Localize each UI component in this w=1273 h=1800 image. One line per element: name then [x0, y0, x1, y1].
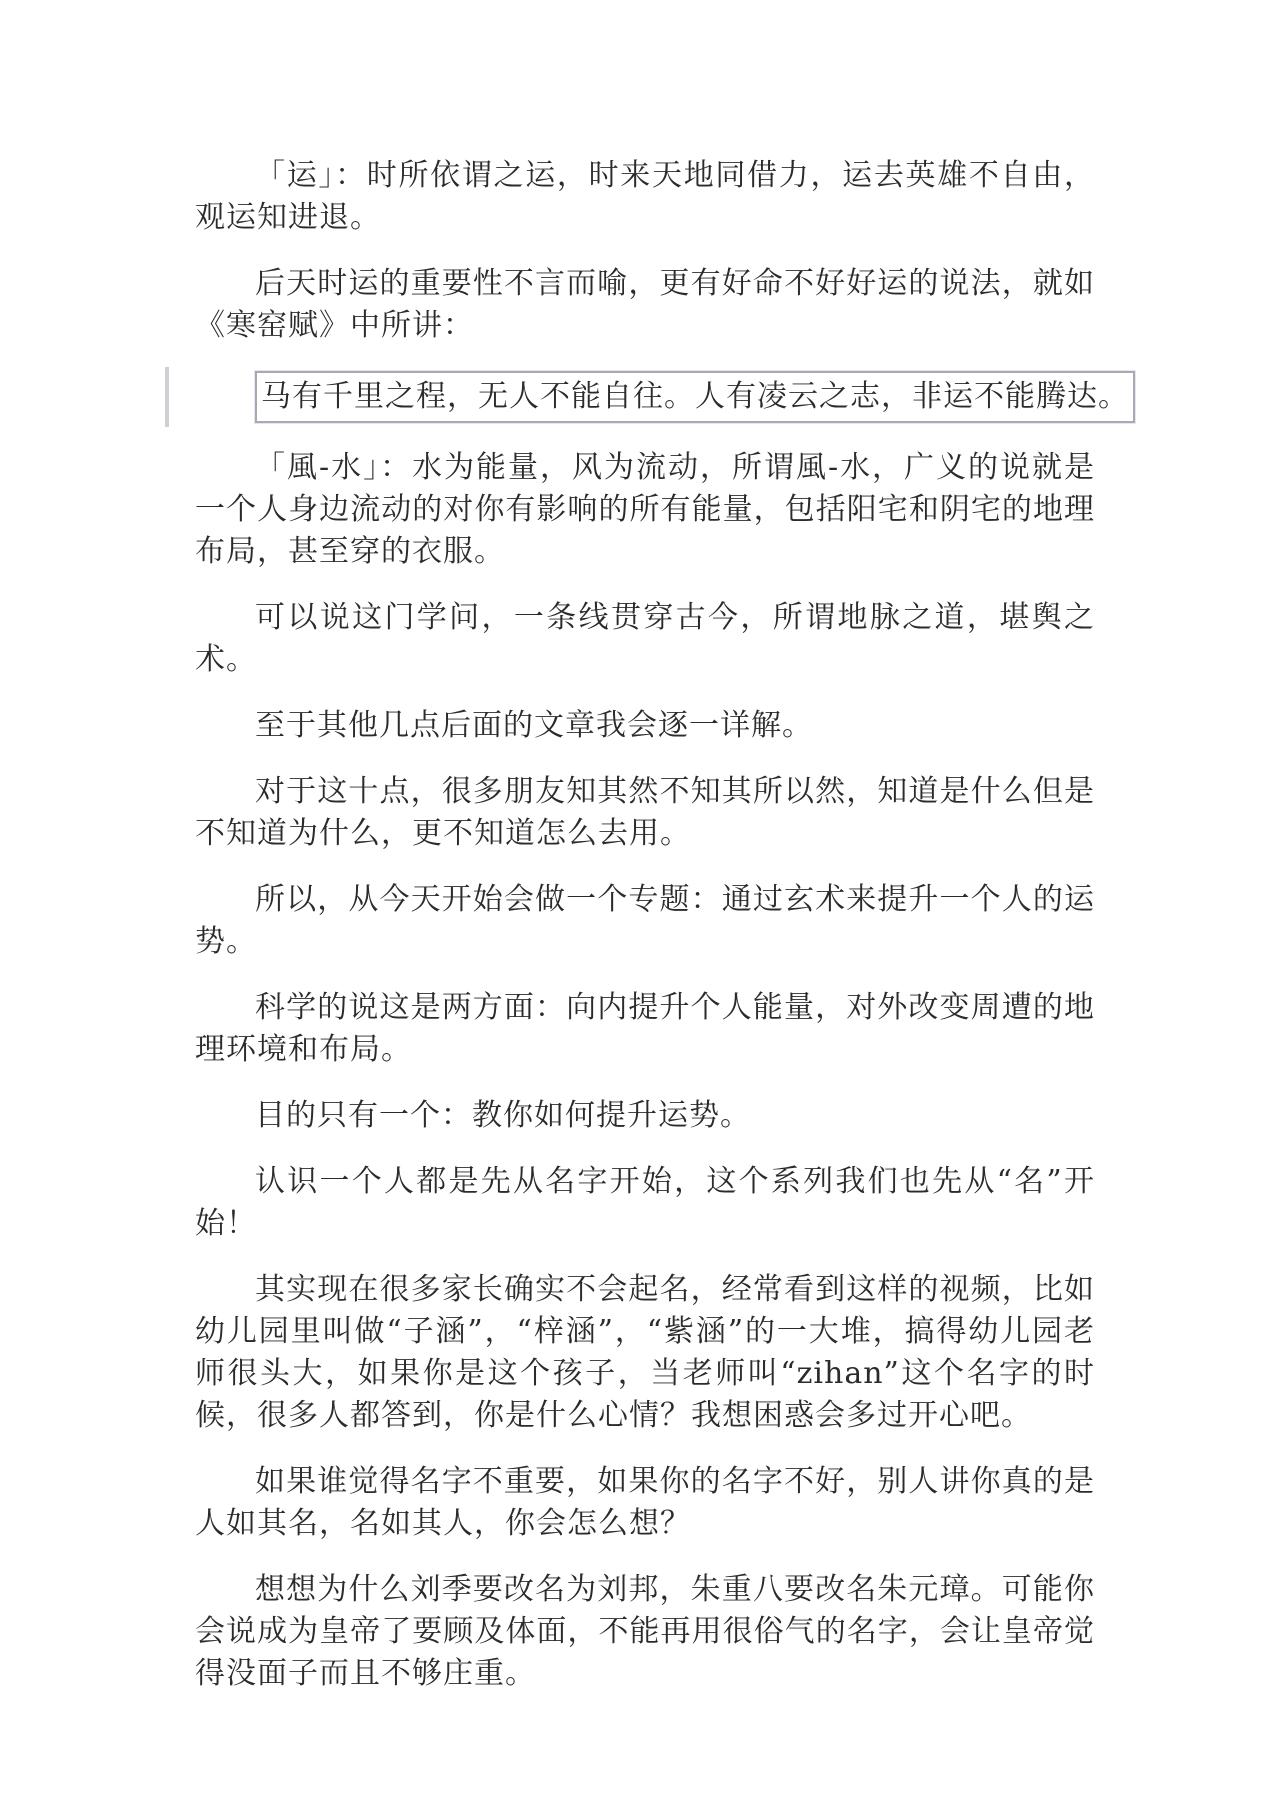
paragraph-zhuanti: 所以，从今天开始会做一个专题：通过玄术来提升一个人的运势。: [195, 882, 1095, 959]
document-page: [195, 155, 1129, 1719]
paragraph-xuewen: 可以说这门学问，一条线贯穿古今，所谓地脉之道，堪舆之术。: [195, 600, 1095, 677]
paragraph-gaiming: 想想为什么刘季要改名为刘邦，朱重八要改名朱元璋。可能你会说成为皇帝了要顾及体面，不能再用很俗气的名字，会让皇帝觉得没面子而且不够庄重。: [195, 1572, 1095, 1691]
paragraph-shiyun: 后天时运的重要性不言而喻，更有好命不好好运的说法，就如《寒窑赋》中所讲：: [195, 266, 1095, 343]
paragraph-kexue: 科学的说这是两方面：向内提升个人能量，对外改变周遭的地理环境和布局。: [195, 990, 1095, 1067]
paragraph-mudi: 目的只有一个：教你如何提升运势。: [255, 1098, 751, 1133]
paragraph-shidian: 对于这十点，很多朋友知其然不知其所以然，知道是什么但是不知道为什么，更不知道怎么去用。: [195, 774, 1095, 851]
quote-block: [165, 371, 1129, 423]
paragraph-fengshui: 「風-水」：水为能量，风为流动，所谓風-水，广义的说就是一个人身边流动的对你有影响的所有能量，包括阳宅和阴宅的地理布局，甚至穿的衣服。: [195, 450, 1095, 569]
quote-text: 马有千里之程，无人不能自往。人有凌云之志，非运不能腾达。: [255, 371, 1135, 423]
paragraph-qiming: 其实现在很多家长确实不会起名，经常看到这样的视频，比如幼儿园里叫做“子涵”，“梓涵”，“紫涵”的一大堆，搞得幼儿园老师很头大，如果你是这个孩子，当老师叫“zihan”这个名字的时候，很多人都答到，你是什么心情？我想困惑会多过开心吧。: [195, 1272, 1095, 1433]
paragraph-renshi: 认识一个人都是先从名字开始，这个系列我们也先从“名”开始！: [195, 1164, 1095, 1241]
paragraph-mingzi: 如果谁觉得名字不重要，如果你的名字不好，别人讲你真的是人如其名，名如其人，你会怎么想？: [195, 1464, 1095, 1541]
paragraph-qita: 至于其他几点后面的文章我会逐一详解。: [255, 708, 813, 743]
quote-bar: [165, 367, 169, 427]
paragraph-yun: 「运」：时所依谓之运，时来天地同借力，运去英雄不自由，观运知进退。: [195, 158, 1095, 235]
